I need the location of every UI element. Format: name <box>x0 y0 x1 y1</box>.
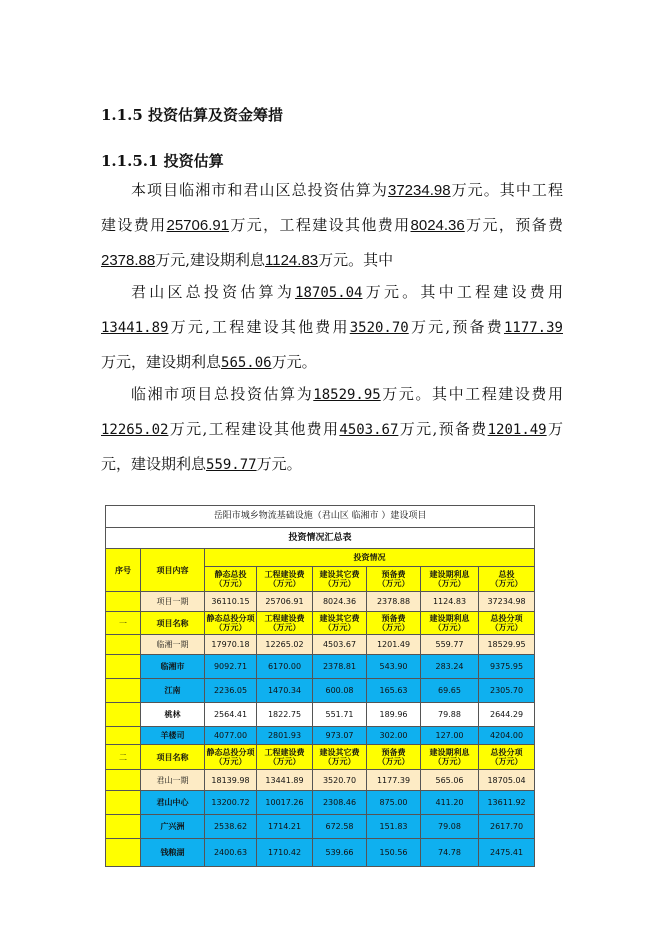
value-cell: 2378.88 <box>367 592 421 612</box>
header-cell <box>313 612 367 635</box>
header-line: 预备费 <box>381 570 406 579</box>
table-row <box>106 745 535 770</box>
header-unit: （万元） <box>377 623 410 632</box>
header-unit: （万元） <box>433 579 466 588</box>
header-cell <box>479 567 535 592</box>
header-cell <box>257 745 313 770</box>
table-row <box>106 839 535 867</box>
header-cell <box>313 745 367 770</box>
value-cell: 1201.49 <box>367 635 421 655</box>
text: 万元。其中工程建设费用 <box>362 283 563 301</box>
reserve-cost-value: 2378.88 <box>101 252 156 269</box>
table-row <box>106 770 535 791</box>
value-cell: 4204.00 <box>479 727 535 745</box>
value-cell: 165.63 <box>367 679 421 703</box>
header-line: 建设期利息 <box>429 614 470 623</box>
value-cell: 973.07 <box>313 727 367 745</box>
header-line: 总投分项 <box>490 748 523 757</box>
text: 万元。其中 <box>318 251 394 269</box>
total-investment-value: 18529.95 <box>313 387 381 403</box>
value-cell: 12265.02 <box>257 635 313 655</box>
header-cell <box>479 745 535 770</box>
table-row <box>106 592 535 612</box>
header-unit: （万元） <box>433 623 466 632</box>
header-cell <box>367 745 421 770</box>
header-line: 静态总投分项 <box>206 748 255 757</box>
seq-cell <box>106 727 141 745</box>
table-row <box>106 612 535 635</box>
value-cell: 2236.05 <box>205 679 257 703</box>
header-cell <box>421 567 479 592</box>
text: 万元。 <box>271 353 317 371</box>
value-cell: 13441.89 <box>257 770 313 791</box>
table-subtitle: 投资情况汇总表 <box>106 528 535 549</box>
header-unit: （万元） <box>490 623 523 632</box>
header-unit: （万元） <box>268 579 301 588</box>
value-cell: 18705.04 <box>479 770 535 791</box>
header-unit: （万元） <box>377 579 410 588</box>
header-cell <box>367 612 421 635</box>
header-unit: （万元） <box>268 623 301 632</box>
header-line: 工程建设费 <box>264 748 305 757</box>
value-cell: 18139.98 <box>205 770 257 791</box>
item-cell: 临湘一期 <box>141 635 205 655</box>
text: 本项目临湘市和君山区总投资估算为 <box>131 181 388 199</box>
value-cell: 672.58 <box>313 815 367 839</box>
other-cost-value: 8024.36 <box>410 217 465 234</box>
header-cell <box>421 612 479 635</box>
text: 建设费用 <box>101 216 167 234</box>
table-row <box>106 679 535 703</box>
value-cell: 2378.81 <box>313 655 367 679</box>
seq-cell: 一 <box>106 612 141 635</box>
text: 君山区总投资估算为 <box>131 283 296 301</box>
value-cell: 302.00 <box>367 727 421 745</box>
value-cell: 2305.70 <box>479 679 535 703</box>
value-cell: 127.00 <box>421 727 479 745</box>
header-line: 建设其它费 <box>319 570 360 579</box>
paragraph-linxiang-estimate <box>101 377 563 482</box>
text: 万元。其中工程 <box>450 181 563 199</box>
value-cell: 37234.98 <box>479 592 535 612</box>
value-cell: 79.08 <box>421 815 479 839</box>
value-cell: 2475.41 <box>479 839 535 867</box>
other-cost-value: 3520.70 <box>349 320 409 336</box>
value-cell: 600.08 <box>313 679 367 703</box>
value-cell: 539.66 <box>313 839 367 867</box>
paragraph-line <box>101 310 563 345</box>
value-cell: 9092.71 <box>205 655 257 679</box>
paragraph-total-estimate <box>101 173 563 278</box>
seq-cell <box>106 635 141 655</box>
value-cell: 565.06 <box>421 770 479 791</box>
reserve-cost-value: 1201.49 <box>487 422 547 438</box>
seq-cell <box>106 791 141 815</box>
header-cell <box>313 567 367 592</box>
value-cell: 2308.46 <box>313 791 367 815</box>
item-cell: 桃林 <box>141 703 205 727</box>
group-header-investment: 投资情况 <box>205 549 535 567</box>
value-cell: 3520.70 <box>313 770 367 791</box>
interest-value: 565.06 <box>221 355 272 371</box>
paragraph-line <box>101 208 563 243</box>
value-cell: 6170.00 <box>257 655 313 679</box>
paragraph-line <box>101 243 563 278</box>
item-cell: 君山一期 <box>141 770 205 791</box>
item-cell: 钱粮湖 <box>141 839 205 867</box>
value-cell: 551.71 <box>313 703 367 727</box>
value-cell: 2801.93 <box>257 727 313 745</box>
total-investment-value: 18705.04 <box>295 285 363 301</box>
value-cell: 151.83 <box>367 815 421 839</box>
header-line: 建设期利息 <box>429 748 470 757</box>
value-cell: 2400.63 <box>205 839 257 867</box>
header-unit: （万元） <box>490 579 523 588</box>
header-cell <box>205 612 257 635</box>
paragraph-line <box>101 345 563 380</box>
header-line: 静态总投 <box>214 570 247 579</box>
value-cell: 1710.42 <box>257 839 313 867</box>
column-header-item: 项目内容 <box>141 549 205 592</box>
text: 万元，预备费 <box>464 216 563 234</box>
value-cell: 2564.41 <box>205 703 257 727</box>
investment-summary-table <box>105 505 535 867</box>
reserve-cost-value: 1177.39 <box>503 320 563 336</box>
paragraph-line <box>101 377 563 412</box>
item-cell: 临湘市 <box>141 655 205 679</box>
header-unit: （万元） <box>323 623 356 632</box>
text: 万元,预备费 <box>408 318 504 336</box>
value-cell: 1822.75 <box>257 703 313 727</box>
seq-cell <box>106 679 141 703</box>
engineering-cost-value: 25706.91 <box>166 217 230 234</box>
table-row <box>106 655 535 679</box>
header-cell <box>257 612 313 635</box>
value-cell: 8024.36 <box>313 592 367 612</box>
paragraph-line <box>101 173 563 208</box>
paragraph-line <box>101 412 563 447</box>
item-cell: 江南 <box>141 679 205 703</box>
header-unit: （万元） <box>268 757 301 766</box>
item-cell: 项目名称 <box>141 745 205 770</box>
value-cell: 9375.95 <box>479 655 535 679</box>
table-row <box>106 703 535 727</box>
header-unit: （万元） <box>214 623 247 632</box>
text: 万元,工程建设其他费用 <box>168 318 350 336</box>
text: 临湘市项目总投资估算为 <box>131 385 314 403</box>
text: 万元,工程建设其他费用 <box>168 420 340 438</box>
interest-value: 559.77 <box>206 457 257 473</box>
value-cell: 875.00 <box>367 791 421 815</box>
value-cell: 2644.29 <box>479 703 535 727</box>
value-cell: 4077.00 <box>205 727 257 745</box>
seq-cell <box>106 770 141 791</box>
seq-cell <box>106 839 141 867</box>
value-cell: 4503.67 <box>313 635 367 655</box>
header-line: 建设其它费 <box>319 748 360 757</box>
value-cell: 18529.95 <box>479 635 535 655</box>
header-line: 工程建设费 <box>264 570 305 579</box>
header-line: 预备费 <box>381 748 406 757</box>
value-cell: 411.20 <box>421 791 479 815</box>
total-investment-value: 37234.98 <box>387 182 451 199</box>
seq-cell <box>106 703 141 727</box>
value-cell: 2538.62 <box>205 815 257 839</box>
value-cell: 13611.92 <box>479 791 535 815</box>
text: 万元,建设期利息 <box>155 251 266 269</box>
table-row <box>106 791 535 815</box>
paragraph-junshan-estimate <box>101 275 563 380</box>
value-cell: 74.78 <box>421 839 479 867</box>
header-unit: （万元） <box>323 757 356 766</box>
value-cell: 2617.70 <box>479 815 535 839</box>
value-cell: 283.24 <box>421 655 479 679</box>
item-cell: 君山中心 <box>141 791 205 815</box>
seq-cell <box>106 655 141 679</box>
column-header-seq: 序号 <box>106 549 141 592</box>
header-line: 总投分项 <box>490 614 523 623</box>
table-row <box>106 635 535 655</box>
item-cell: 项目名称 <box>141 612 205 635</box>
value-cell: 1470.34 <box>257 679 313 703</box>
item-cell: 项目一期 <box>141 592 205 612</box>
header-cell <box>205 567 257 592</box>
header-cell <box>205 745 257 770</box>
header-line: 总投 <box>498 570 515 579</box>
value-cell: 10017.26 <box>257 791 313 815</box>
header-unit: （万元） <box>323 579 356 588</box>
section-heading-1-1-5: 1.1.5 投资估算及资金筹措 <box>101 106 283 124</box>
value-cell: 13200.72 <box>205 791 257 815</box>
header-cell <box>367 567 421 592</box>
header-unit: （万元） <box>433 757 466 766</box>
header-line: 建设其它费 <box>319 614 360 623</box>
header-cell <box>257 567 313 592</box>
value-cell: 25706.91 <box>257 592 313 612</box>
header-line: 建设期利息 <box>429 570 470 579</box>
header-unit: （万元） <box>377 757 410 766</box>
text: 万元,预备费 <box>398 420 488 438</box>
engineering-cost-value: 12265.02 <box>101 422 169 438</box>
item-cell: 广兴洲 <box>141 815 205 839</box>
header-unit: （万元） <box>214 579 247 588</box>
value-cell: 69.65 <box>421 679 479 703</box>
text: 万元。其中工程建设费用 <box>380 385 563 403</box>
value-cell: 17970.18 <box>205 635 257 655</box>
header-line: 静态总投分项 <box>206 614 255 623</box>
value-cell: 559.77 <box>421 635 479 655</box>
interest-value: 1124.83 <box>265 252 319 269</box>
seq-cell <box>106 592 141 612</box>
engineering-cost-value: 13441.89 <box>101 320 169 336</box>
other-cost-value: 4503.67 <box>339 422 399 438</box>
value-cell: 79.88 <box>421 703 479 727</box>
seq-cell: 二 <box>106 745 141 770</box>
text: 万元，建设期利息 <box>101 353 222 371</box>
header-cell <box>479 612 535 635</box>
paragraph-line <box>101 275 563 310</box>
value-cell: 189.96 <box>367 703 421 727</box>
value-cell: 150.56 <box>367 839 421 867</box>
value-cell: 36110.15 <box>205 592 257 612</box>
header-unit: （万元） <box>214 757 247 766</box>
text: 元，建设期利息 <box>101 455 207 473</box>
header-line: 预备费 <box>381 614 406 623</box>
table-row <box>106 727 535 745</box>
value-cell: 1124.83 <box>421 592 479 612</box>
value-cell: 543.90 <box>367 655 421 679</box>
table-title: 岳阳市城乡物流基础设施（君山区 临湘市 ）建设项目 <box>106 506 535 528</box>
table-row <box>106 815 535 839</box>
seq-cell <box>106 815 141 839</box>
text: 万元。 <box>256 455 302 473</box>
header-cell <box>421 745 479 770</box>
paragraph-line <box>101 447 563 482</box>
header-line: 工程建设费 <box>264 614 305 623</box>
item-cell: 羊楼司 <box>141 727 205 745</box>
value-cell: 1714.21 <box>257 815 313 839</box>
section-heading-1-1-5-1: 1.1.5.1 投资估算 <box>101 152 224 170</box>
value-cell: 1177.39 <box>367 770 421 791</box>
header-unit: （万元） <box>490 757 523 766</box>
text: 万元，工程建设其他费用 <box>229 216 411 234</box>
text: 万 <box>546 420 563 438</box>
